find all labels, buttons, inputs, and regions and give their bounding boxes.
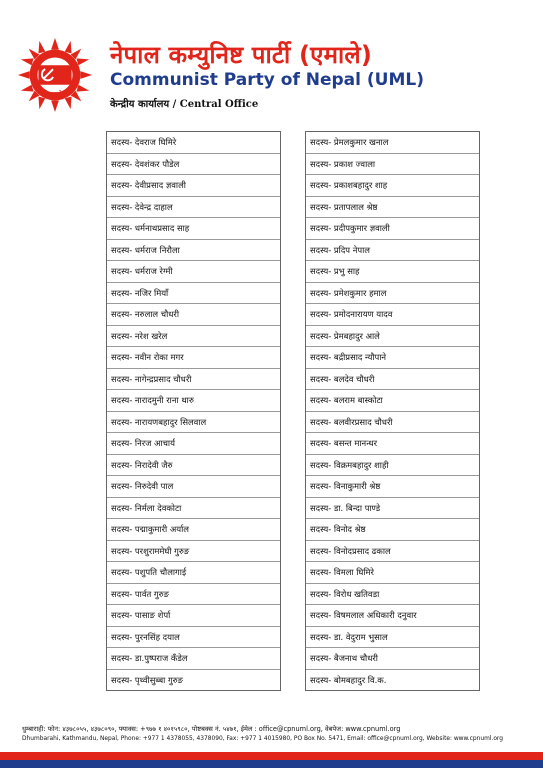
member-row: सदस्य- पशुपति चौलागाई (107, 562, 280, 584)
member-row: सदस्य- नारायणबहादुर सिलवाल (107, 412, 280, 434)
member-row: सदस्य- प्रदीपकुमार ज्ञवाली (306, 218, 479, 240)
member-row: सदस्य- धर्मनाथप्रसाद साह (107, 218, 280, 240)
member-row: सदस्य- बलवीरप्रसाद चौधरी (306, 412, 479, 434)
member-row: सदस्य- पार्वत गुरुङ (107, 584, 280, 606)
member-row: सदस्य- नारादमुनी राना थारु (107, 390, 280, 412)
member-row: सदस्य- नागेन्द्रप्रसाद चौधरी (107, 369, 280, 391)
member-row: सदस्य- बोमबहादुर वि.क. (310, 674, 387, 685)
footer-contact-nepali: धुम्बाराही: फोन: ४३७८०५५, ४३७८०९०, फ्याक्स: +९७७ १ ४०१५९८०, पोष्टबक्स नं. ५४७१, ईमेल : office@cpnuml.org, वेबपेज: www.cpnuml.org (22, 725, 401, 733)
member-list-right (305, 131, 480, 691)
member-row: सदस्य- पुरनसिंह दयाल (107, 627, 280, 649)
party-name-nepali: नेपाल कम्युनिष्ट पार्टी (एमाले) (110, 41, 373, 69)
footer-contact-english: Dhumbarahi, Kathmandu, Nepal, Phone: +977 1 4378055, 4378090, Fax: +977 1 4015980, PO Box No. 5471, Email: office@cpnuml.org, Website: www.cpnuml.org (22, 736, 503, 742)
member-row: सदस्य- परशुराममेघी गुरुङ (107, 541, 280, 563)
member-row: सदस्य- निरुदेवी पाल (107, 476, 280, 498)
member-row: सदस्य- प्रेमबहादुर आले (306, 326, 479, 348)
member-row: सदस्य- विनोद श्रेष्ठ (306, 519, 479, 541)
member-row: सदस्य- प्रेमलकुमार खनाल (306, 132, 479, 154)
member-row: सदस्य- नरुलाल चौधरी (107, 304, 280, 326)
footer-color-bar (0, 752, 543, 768)
office-line: केन्द्रीय कार्यालय / Central Office (110, 99, 259, 110)
member-row: सदस्य- निरज आचार्य (107, 433, 280, 455)
member-row: सदस्य- प्रमेशकुमार हमाल (306, 283, 479, 305)
member-row: सदस्य- निर्मला देवकोटा (107, 498, 280, 520)
member-row: सदस्य- विमला घिमिरे (306, 562, 479, 584)
member-row: सदस्य- बसन्त मानन्धर (306, 433, 479, 455)
footer-blue-stripe (0, 760, 543, 768)
footer-red-stripe (0, 752, 543, 760)
member-row: सदस्य- बैजनाथ चौधरी (306, 648, 479, 670)
member-row: सदस्य- विषमलाल अधिकारी दनुवार (306, 605, 479, 627)
member-row: सदस्य- देवीप्रसाद ज्ञवाली (107, 175, 280, 197)
member-row: सदस्य- प्रमोदनारायण यादव (306, 304, 479, 326)
member-row: सदस्य- विक्रमबहादुर शाही (306, 455, 479, 477)
member-row: सदस्य- प्रतापलाल श्रेष्ठ (306, 197, 479, 219)
member-row: सदस्य- विरोध खतिवडा (306, 584, 479, 606)
member-row: सदस्य- विनोदप्रसाद ढकाल (306, 541, 479, 563)
member-list-left (106, 131, 281, 691)
party-emblem-icon (16, 36, 94, 114)
member-row: सदस्य- बलदेव चौधरी (306, 369, 479, 391)
member-row: सदस्य- नजिर मियाँ (107, 283, 280, 305)
member-row: सदस्य- प्रकाशबहादुर शाह (306, 175, 479, 197)
member-row: सदस्य- नरेश खरेल (107, 326, 280, 348)
member-row: सदस्य- पृथ्वीसुब्बा गुरुङ (111, 674, 184, 685)
member-row: सदस्य- डा. वेदुराम भुसाल (306, 627, 479, 649)
member-row: सदस्य- पासाङ शेर्पा (107, 605, 280, 627)
member-row: सदस्य- देवराज घिमिरे (107, 132, 280, 154)
member-row: सदस्य- प्रकाश ज्वाला (306, 154, 479, 176)
member-row: सदस्य- प्रभु साह (306, 261, 479, 283)
member-row: सदस्य- विनाकुमारी श्रेष्ठ (306, 476, 479, 498)
member-row: सदस्य- निरादेवी जैरु (107, 455, 280, 477)
member-row: सदस्य- देवेन्द्र दाहाल (107, 197, 280, 219)
member-row: सदस्य- डा.पुष्पराज कँडेल (107, 648, 280, 670)
member-row: सदस्य- धर्मराज निरौला (107, 240, 280, 262)
member-row: सदस्य- बलराम बास्कोटा (306, 390, 479, 412)
letterhead (0, 0, 543, 120)
member-row: सदस्य- बद्रीप्रसाद न्यौपाने (306, 347, 479, 369)
member-row: सदस्य- प्रदिप नेपाल (306, 240, 479, 262)
party-name-english: Communist Party of Nepal (UML) (110, 70, 424, 90)
footer (0, 720, 543, 768)
member-row: सदस्य- धर्मराज रेग्मी (107, 261, 280, 283)
member-row: सदस्य- डा. बिन्दा पाण्डे (306, 498, 479, 520)
member-row: सदस्य- नवीन रोका मगर (107, 347, 280, 369)
logo-text: एमाले (47, 90, 63, 99)
member-row: सदस्य- देवशंकर पौडेल (107, 154, 280, 176)
member-row: सदस्य- पद्माकुमारी अर्याल (107, 519, 280, 541)
